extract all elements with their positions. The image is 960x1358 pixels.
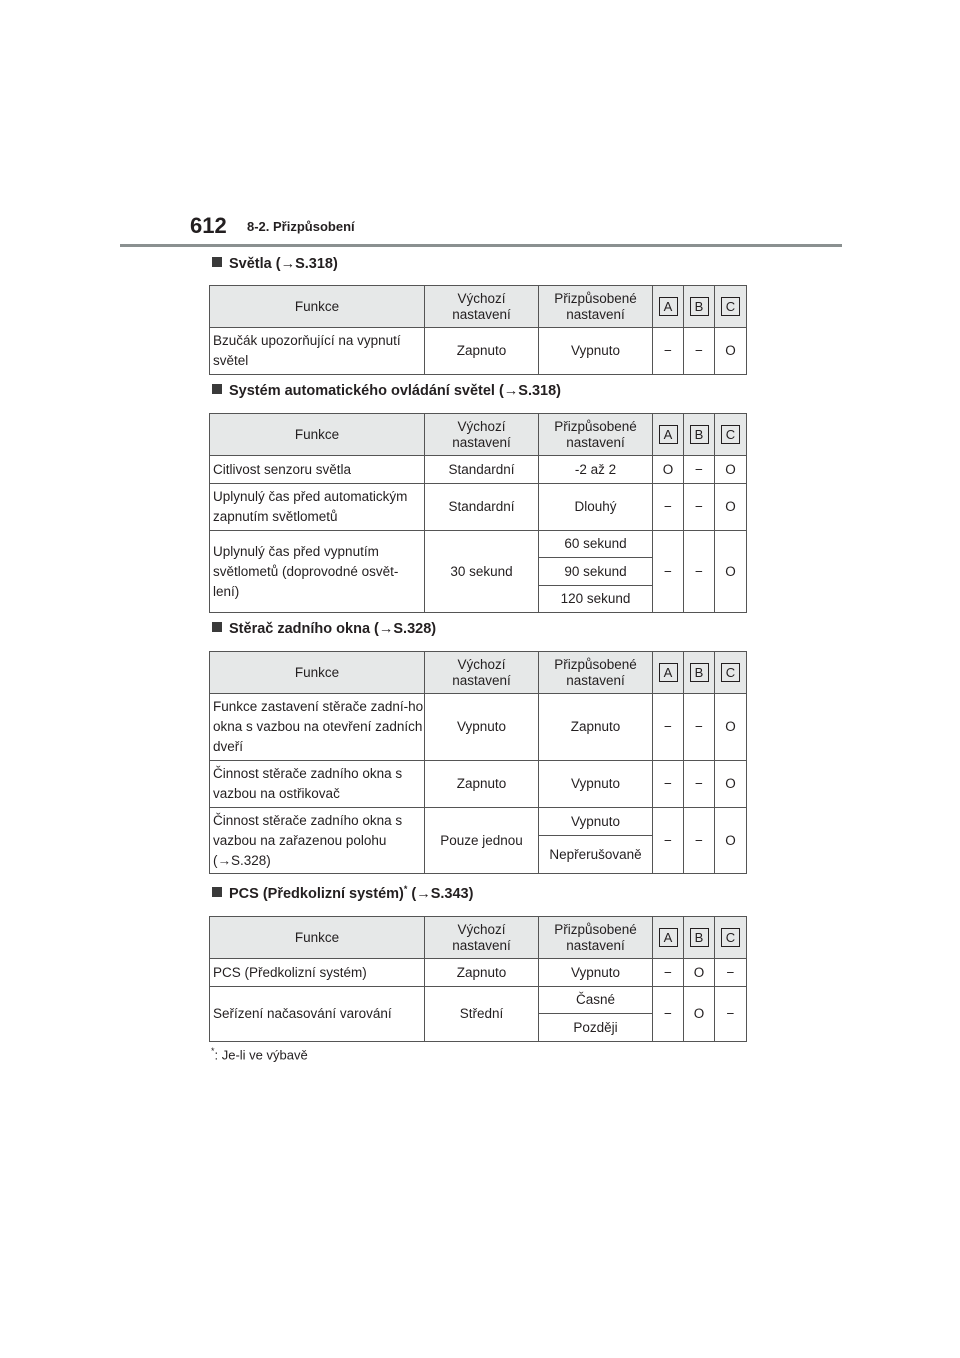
c-box-icon: C [721, 928, 740, 947]
header-prizpusobene: Přizpůsobené nastavení [539, 414, 653, 456]
page-number: 612 [190, 213, 227, 238]
cell-b: − [684, 484, 715, 531]
cell-a: − [653, 531, 684, 613]
heading-text: Světla (→S.318) [229, 256, 338, 272]
cell-prizpusobene: Vypnuto [539, 808, 653, 836]
header-vychozi: Výchozí nastavení [425, 414, 539, 456]
header-prizpusobene: Přizpůsobené nastavení [539, 286, 653, 328]
cell-prizpusobene: 90 sekund [539, 558, 653, 586]
cell-b: − [684, 694, 715, 761]
section-title: 8-2. Přizpůsobení [247, 219, 355, 234]
header-a [653, 414, 684, 456]
footnote-text: : Je-li ve výbavě [214, 1047, 308, 1063]
cell-funkce: Činnost stěrače zadního okna s vazbou na zařazenou polohu (→S.328) [210, 808, 425, 874]
square-bullet-icon [212, 384, 222, 394]
cell-vychozi: Standardní [425, 484, 539, 531]
footnote [211, 1046, 308, 1062]
a-box-icon: A [659, 425, 678, 444]
cell-b: O [684, 987, 715, 1042]
cell-funkce: Uplynulý čas před automatickým zapnutím světlometů [210, 484, 425, 531]
a-box-icon: A [659, 297, 678, 316]
cell-prizpusobene: Vypnuto [539, 959, 653, 987]
header-b [684, 286, 715, 328]
heading-text: Stěrač zadního okna (→S.328) [229, 621, 437, 637]
cell-funkce: Bzučák upozorňující na vypnutí světel [210, 328, 425, 375]
header-vychozi: Výchozí nastavení [425, 652, 539, 694]
table-svetla [209, 285, 747, 375]
header-funkce: Funkce [210, 917, 425, 959]
cell-vychozi: Zapnuto [425, 328, 539, 375]
cell-c: − [715, 959, 747, 987]
cell-funkce: Činnost stěrače zadního okna s vazbou na ostřikovač [210, 761, 425, 808]
header-prizpusobene: Přizpůsobené nastavení [539, 917, 653, 959]
table-row [210, 808, 747, 836]
b-box-icon: B [690, 928, 709, 947]
table-header-row [210, 286, 747, 328]
cell-prizpusobene: Později [539, 1014, 653, 1042]
b-box-icon: B [690, 425, 709, 444]
cell-prizpusobene: 60 sekund [539, 531, 653, 558]
cell-vychozi: Standardní [425, 456, 539, 484]
cell-prizpusobene: Časné [539, 987, 653, 1014]
header-rule [120, 244, 842, 247]
header-a [653, 652, 684, 694]
cell-a: − [653, 761, 684, 808]
cell-a: − [653, 808, 684, 874]
footnote-mark: * [403, 884, 408, 894]
a-box-icon: A [659, 928, 678, 947]
header-c [715, 652, 747, 694]
heading-svetla [212, 256, 338, 272]
table-pcs [209, 916, 747, 1042]
cell-prizpusobene: 120 sekund [539, 586, 653, 613]
cell-funkce: Uplynulý čas před vypnutím světlometů (doprovodné osvět-lení) [210, 531, 425, 613]
table-row [210, 987, 747, 1014]
cell-a: O [653, 456, 684, 484]
heading-automaticke-svetla [212, 383, 561, 399]
b-box-icon: B [690, 297, 709, 316]
cell-funkce: Citlivost senzoru světla [210, 456, 425, 484]
cell-c: − [715, 987, 747, 1042]
cell-c: O [715, 531, 747, 613]
c-box-icon: C [721, 425, 740, 444]
table-header-row [210, 652, 747, 694]
cell-c: O [715, 694, 747, 761]
header-b [684, 414, 715, 456]
cell-prizpusobene: Nepřerušovaně [539, 836, 653, 874]
table-row [210, 531, 747, 558]
cell-a: − [653, 959, 684, 987]
header-b [684, 917, 715, 959]
c-box-icon: C [721, 297, 740, 316]
a-box-icon: A [659, 663, 678, 682]
footnote-mark: * [211, 1046, 215, 1056]
square-bullet-icon [212, 887, 222, 897]
table-header-row [210, 414, 747, 456]
cell-vychozi: Zapnuto [425, 959, 539, 987]
heading-ref: (→S.343) [407, 885, 474, 902]
header-b [684, 652, 715, 694]
cell-c: O [715, 808, 747, 874]
cell-prizpusobene: Dlouhý [539, 484, 653, 531]
cell-c: O [715, 328, 747, 375]
cell-prizpusobene: Vypnuto [539, 761, 653, 808]
table-header-row [210, 917, 747, 959]
header-a [653, 917, 684, 959]
cell-a: − [653, 484, 684, 531]
heading-text: Systém automatického ovládání světel (→S.318) [229, 383, 562, 399]
cell-a: − [653, 694, 684, 761]
cell-funkce: PCS (Předkolizní systém) [210, 959, 425, 987]
table-row [210, 694, 747, 761]
header-funkce: Funkce [210, 414, 425, 456]
cell-b: − [684, 761, 715, 808]
cell-a: − [653, 987, 684, 1042]
cell-vychozi: 30 sekund [425, 531, 539, 613]
cell-vychozi: Zapnuto [425, 761, 539, 808]
cell-c: O [715, 456, 747, 484]
cell-b: − [684, 531, 715, 613]
square-bullet-icon [212, 622, 222, 632]
header-vychozi: Výchozí nastavení [425, 286, 539, 328]
cell-vychozi: Vypnuto [425, 694, 539, 761]
header-c [715, 414, 747, 456]
cell-vychozi: Střední [425, 987, 539, 1042]
table-row [210, 959, 747, 987]
c-box-icon: C [721, 663, 740, 682]
table-automaticke-svetla [209, 413, 747, 613]
header-c [715, 917, 747, 959]
cell-c: O [715, 484, 747, 531]
b-box-icon: B [690, 663, 709, 682]
header-c [715, 286, 747, 328]
cell-b: − [684, 456, 715, 484]
cell-funkce: Funkce zastavení stěrače zadní-ho okna s vazbou na otevření zadních dveří [210, 694, 425, 761]
table-row [210, 484, 747, 531]
square-bullet-icon [212, 257, 222, 267]
cell-prizpusobene: Vypnuto [539, 328, 653, 375]
cell-prizpusobene: Zapnuto [539, 694, 653, 761]
header-prizpusobene: Přizpůsobené nastavení [539, 652, 653, 694]
cell-vychozi: Pouze jednou [425, 808, 539, 874]
cell-b: − [684, 808, 715, 874]
heading-pcs [212, 884, 473, 902]
cell-b: − [684, 328, 715, 375]
table-row [210, 456, 747, 484]
table-sterac [209, 651, 747, 874]
header-funkce: Funkce [210, 652, 425, 694]
header-funkce: Funkce [210, 286, 425, 328]
heading-text: PCS (Předkolizní systém) [229, 885, 404, 902]
table-row [210, 328, 747, 375]
cell-a: − [653, 328, 684, 375]
header-vychozi: Výchozí nastavení [425, 917, 539, 959]
header-a [653, 286, 684, 328]
cell-funkce: Seřízení načasování varování [210, 987, 425, 1042]
cell-b: O [684, 959, 715, 987]
cell-c: O [715, 761, 747, 808]
cell-prizpusobene: -2 až 2 [539, 456, 653, 484]
heading-sterac [212, 621, 436, 637]
table-row [210, 761, 747, 808]
